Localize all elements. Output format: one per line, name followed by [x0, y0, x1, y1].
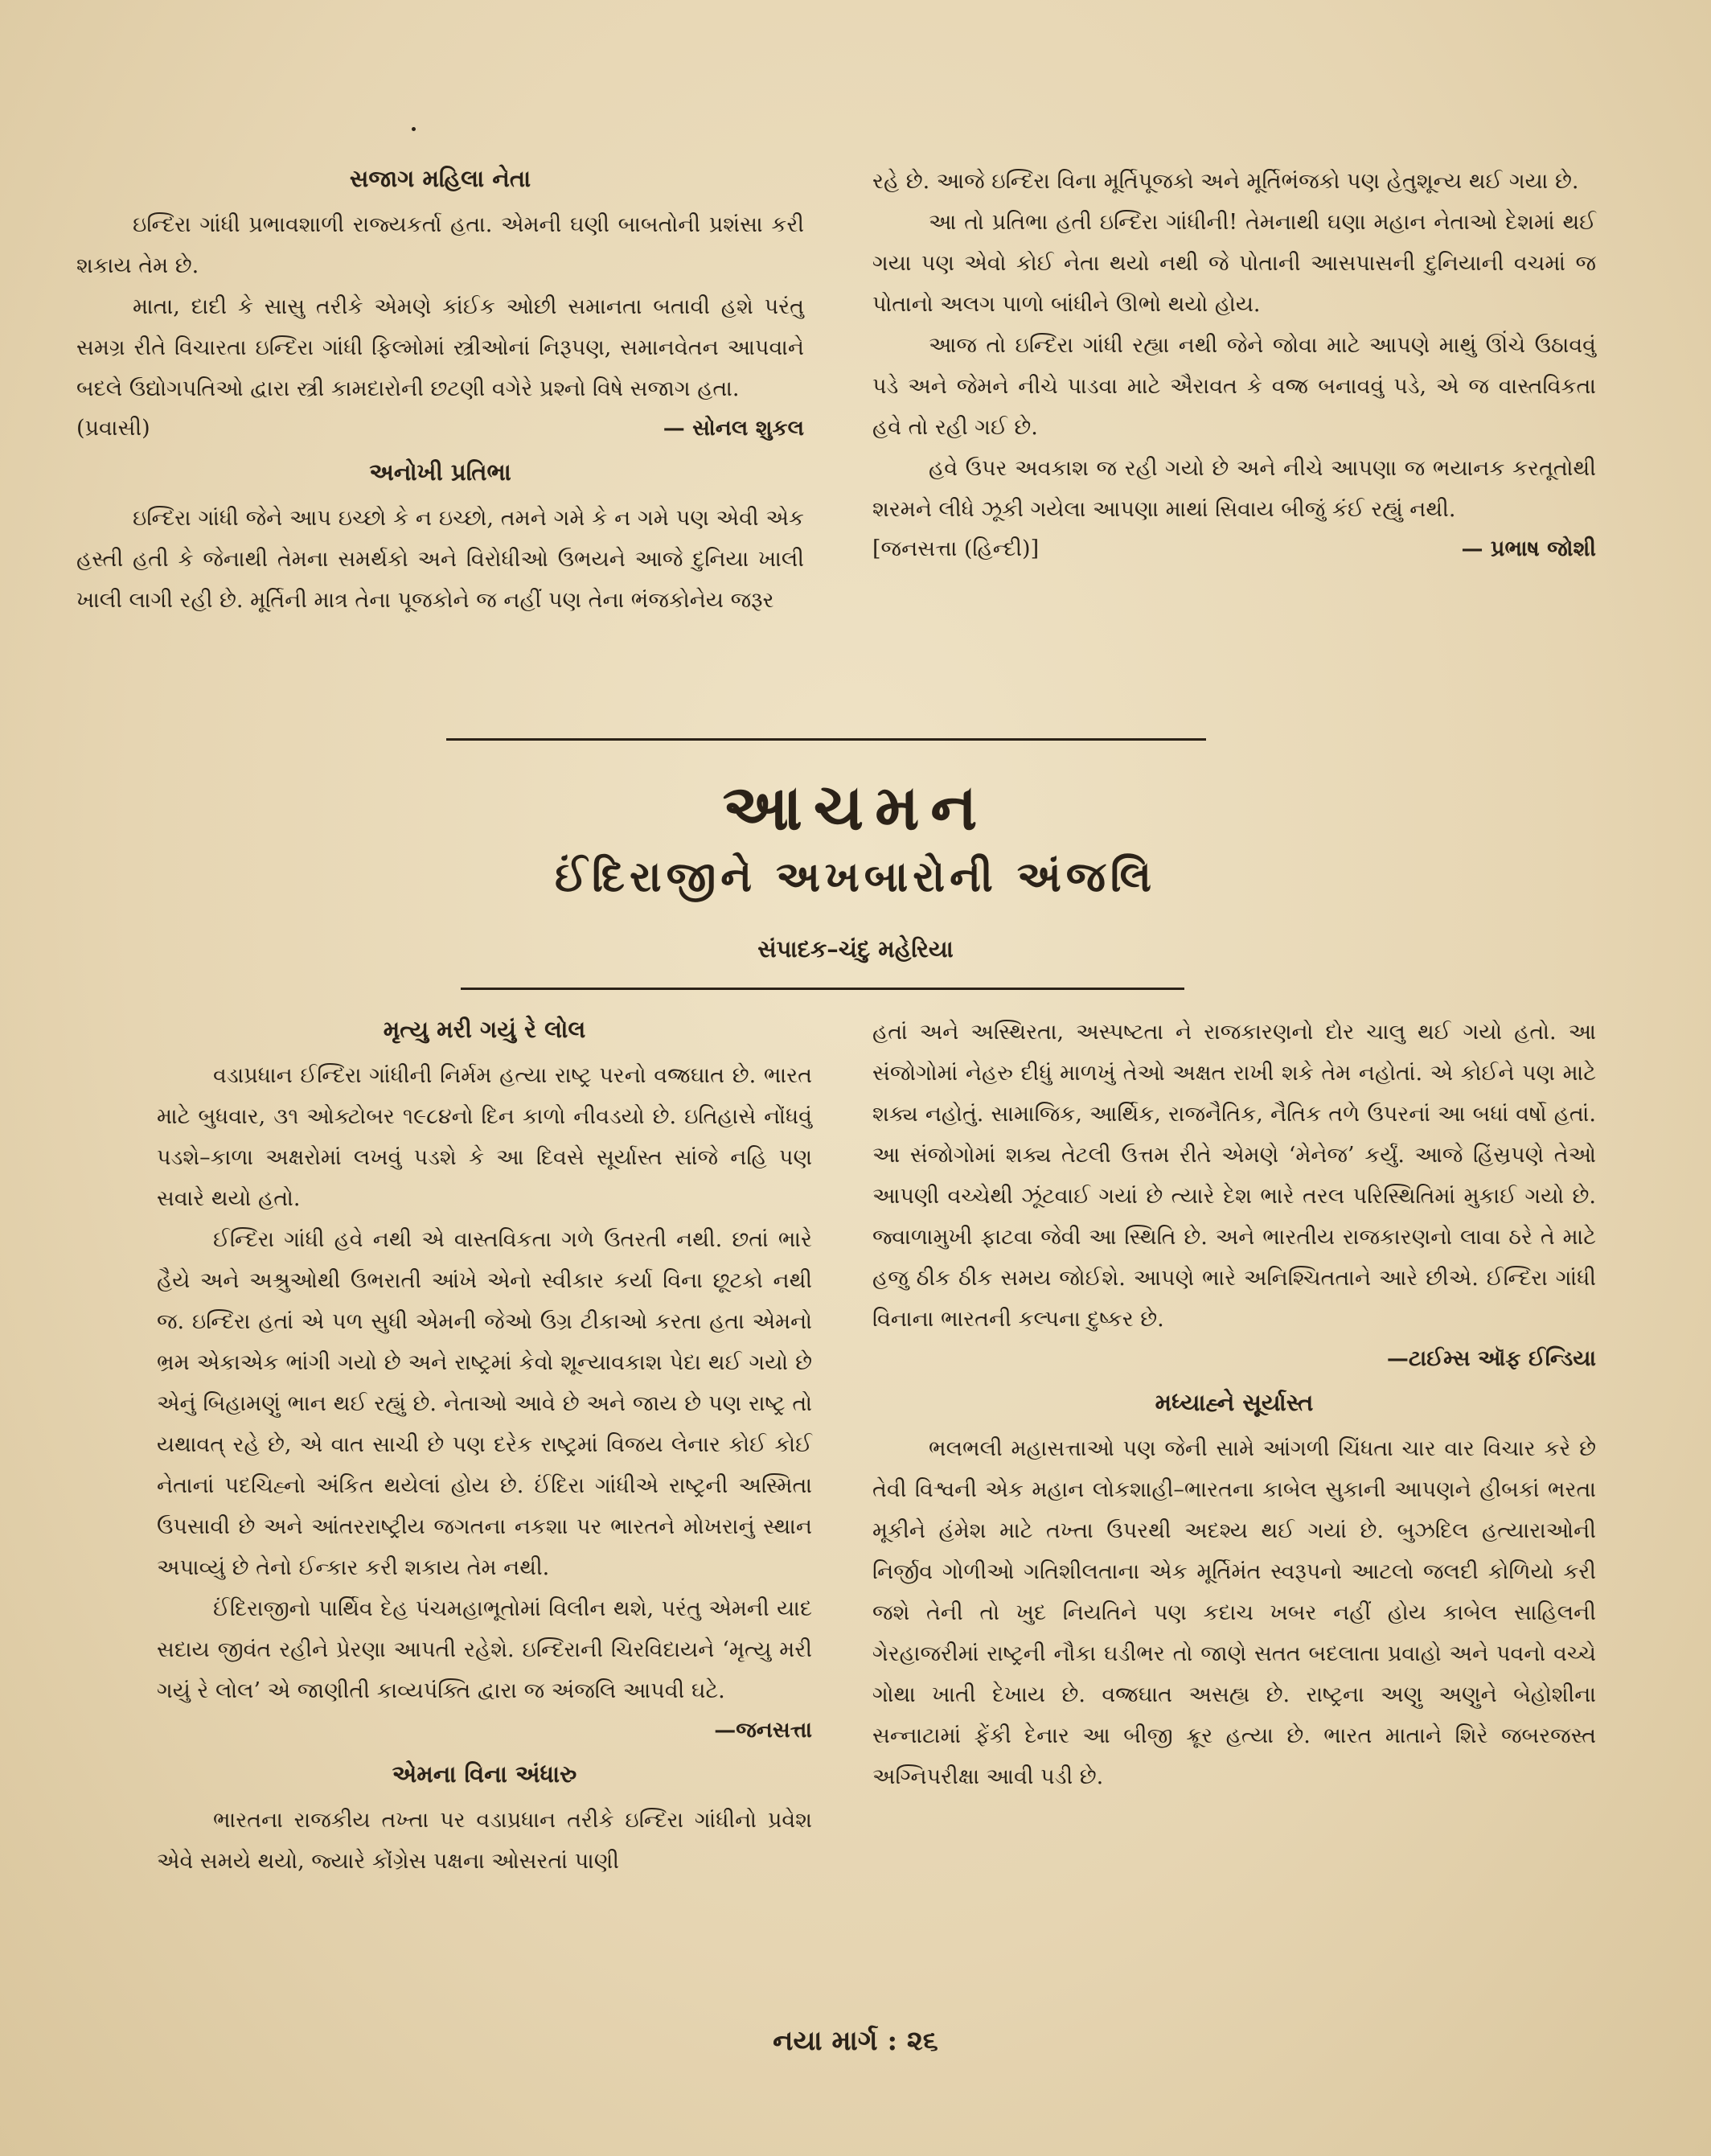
ink-dot — [412, 127, 416, 131]
top-left-column — [76, 161, 804, 621]
article-title-sajag: સજાગ મહિલા નેતા — [349, 165, 531, 192]
paragraph: ઇન્દિરા ગાંધી જેને આપ ઇચ્છો કે ન ઇચ્છો, તમને ગમે કે ન ગમે પણ એવી એક હસ્તી હતી કે જેનાથી તેમના સમર્થકો અને વિરોધીઓ ઉભયને આજે દુનિયા ખાલી ખાલી લાગી રહી છે. મૂર્તિની માત્ર તેના પૂજકોને જ નહીં પણ તેના ભંજકોનેય જરૂર — [76, 506, 804, 613]
source-label: [જનસત્તા (હિન્દી)] — [872, 536, 1040, 561]
byline — [872, 530, 1596, 569]
bottom-left-column — [157, 1012, 812, 1882]
section-heading: આચમન — [722, 771, 989, 844]
article-title-madhyahne: મધ્યાહ્ને સૂર્યાસ્ત — [1155, 1389, 1314, 1416]
divider-rule — [446, 738, 1206, 741]
top-right-column — [872, 161, 1596, 575]
paragraph: ઈંદિરાજીનો પાર્થિવ દેહ પંચમહાભૂતોમાં વિલીન થશે, પરંતુ એમની યાદ સદાય જીવંત રહીને પ્રેરણા આપતી રહેશે. ઇન્દિરાની ચિરવિદાયને ‘મૃત્યુ મરી ગયું રે લોલ’ એ જાણીતી કાવ્યપંક્તિ દ્વારા જ અંજલિ આપવી ઘટે. — [157, 1596, 812, 1703]
paragraph: ભલભલી મહાસત્તાઓ પણ જેની સામે આંગળી ચિંધતા ચાર વાર વિચાર કરે છે તેવી વિશ્વની એક મહાન લોકશાહી–ભારતના કાબેલ સુકાની આપણને હીબકાં ભરતા મૂકીને હંમેશ માટે તખ્તા ઉપરથી અદશ્ય થઈ ગયાં છે. બુઝદિલ હત્યારાઓની નિર્જીવ ગોળીઓ ગતિશીલતાના એક મૂર્તિમંત સ્વરૂપનો આટલો જલદી કોળિયો કરી જશે તેની તો ખુદ નિયતિને પણ કદાચ ખબર નહીં હોય કાબેલ સાહિલની ગેરહાજરીમાં રાષ્ટ્રની નૌકા ઘડીભર તો જાણે સતત બદલાતા પ્રવાહો અને પવનો વચ્ચે ગોથા ખાતી દેખાય છે. વજ્રઘાત અસહ્ય છે. રાષ્ટ્રના અણુ અણુને બેહોશીના સન્નાટામાં ફેંકી દેનાર આ બીજી ક્રૂર હત્યા છે. ભારત માતાને શિરે જબરજસ્ત અગ્નિપરીક્ષા આવી પડી છે. — [872, 1436, 1596, 1789]
paragraph: આજ તો ઇન્દિરા ગાંધી રહ્યા નથી જેને જોવા માટે આપણે માથું ઊંચે ઉઠાવવું પડે અને જેમને નીચે પાડવા માટે ઐરાવત કે વજ્ર બનાવવું પડે, એ જ વાસ્તવિકતા હવે તો રહી ગઈ છે. — [872, 333, 1596, 440]
author-name: —જનસત્તા — [714, 1718, 812, 1743]
paragraph: ભારતના રાજકીય તખ્તા પર વડાપ્રધાન તરીકે ઇન્દિરા ગાંધીનો પ્રવેશ એવે સમયે થયો, જ્યારે કોંગ્રેસ પક્ષના ઓસરતાં પાણી — [157, 1808, 812, 1874]
paragraph: આ તો પ્રતિભા હતી ઇન્દિરા ગાંધીની! તેમનાથી ઘણા મહાન નેતાઓ દેશમાં થઈ ગયા પણ એવો કોઈ નેતા થયો નથી જે પોતાની આસપાસની દુનિયાની વચમાં જ પોતાનો અલગ પાળો બાંધીને ઊભો થયો હોય. — [872, 210, 1596, 317]
paragraph: હવે ઉપર અવકાશ જ રહી ગયો છે અને નીચે આપણા જ ભયાનક કરતૂતોથી શરમને લીધે ઝૂકી ગયેલા આપણા માથાં સિવાય બીજું કંઈ રહ્યું નથી. — [872, 456, 1596, 522]
author-name: — સોનલ શુકલ — [663, 416, 804, 441]
paragraph: ઈન્દિરા ગાંધી હવે નથી એ વાસ્તવિકતા ગળે ઉતરતી નથી. છતાં ભારે હૈયે અને અશ્રુઓથી ઉભરાતી આંખે એનો સ્વીકાર કર્યા વિના છૂટકો નથી જ. ઇન્દિરા હતાં એ પળ સુધી એમની જેઓ ઉગ્ર ટીકાઓ કરતા હતા એમનો ભ્રમ એકાએક ભાંગી ગયો છે અને રાષ્ટ્રમાં કેવો શૂન્યાવકાશ પેદા થઈ ગયો છે એનું બિહામણું ભાન થઈ રહ્યું છે. નેતાઓ આવે છે અને જાય છે પણ રાષ્ટ્ર તો યથાવત્ રહે છે, એ વાત સાચી છે પણ દરેક રાષ્ટ્રમાં વિજય લેનાર કોઈ કોઈ નેતાનાં પદચિહ્નો અંકિત થયેલાં હોય છે. ઈંદિરા ગાંધીએ રાષ્ટ્રની અસ્મિતા ઉપસાવી છે અને આંતરરાષ્ટ્રીય જગતના નકશા પર ભારતને મોખરાનું સ્થાન અપાવ્યું છે તેનો ઈન્કાર કરી શકાય તેમ નથી. — [157, 1227, 812, 1580]
article-title-anokhi: અનોખી પ્રતિભા — [369, 458, 511, 486]
paragraph: હતાં અને અસ્થિરતા, અસ્પષ્ટતા ને રાજકારણનો દોર ચાલુ થઈ ગયો હતો. આ સંજોગોમાં નેહરુ દીધું માળખું તેઓ અક્ષત રાખી શકે તેમ નહોતાં. એ કોઈને પણ માટે શક્ય નહોતું. સામાજિક, આર્થિક, રાજનૈતિક, નૈતિક તળે ઉપરનાં આ બધાં વર્ષો હતાં. આ સંજોગોમાં શક્ય તેટલી ઉત્તમ રીતે એમણે ‘મેનેજ’ કર્યું. આજે હિંસ્રપણે તેઓ આપણી વચ્ચેથી ઝૂંટવાઈ ગયાં છે ત્યારે દેશ ભારે તરલ પરિસ્થિતિમાં મુકાઈ ગયો છે. જ્વાળામુખી ફાટવા જેવી આ સ્થિતિ છે. અને ભારતીય રાજકારણનો લાવા ઠરે તે માટે હજુ ઠીક ઠીક સમય જોઈશે. આપણે ભારે અનિશ્ચિતતાને આરે છીએ. ઈન્દિરા ગાંધી વિનાના ભારતની કલ્પના દુષ્કર છે. — [872, 1020, 1596, 1332]
article-title-andharu: એમના વિના અંધારુ — [392, 1760, 577, 1788]
author-name: —ટાઈમ્સ ઑફ ઈન્ડિયા — [1386, 1346, 1596, 1371]
divider-rule — [461, 988, 1184, 990]
page-number-footer: નયા માર્ગ : ૨૬ — [773, 2025, 938, 2057]
source-label: (પ્રવાસી) — [76, 416, 150, 441]
paragraph: ઇન્દિરા ગાંધી પ્રભાવશાળી રાજ્યકર્તા હતા. એમની ઘણી બાબતોની પ્રશંસા કરી શકાય તેમ છે. — [76, 212, 804, 278]
section-subheading: ઈંદિરાજીને અખબારોની અંજલિ — [555, 852, 1156, 901]
paragraph: માતા, દાદી કે સાસુ તરીકે એમણે કાંઈક ઓછી સમાનતા બતાવી હશે પરંતુ સમગ્ર રીતે વિચારતા ઇન્દિરા ગાંધી ફિલ્મોમાં સ્ત્રીઓનાં નિરૂપણ, સમાનવેતન આપવાને બદલે ઉદ્યોગપતિઓ દ્વારા સ્ત્રી કામદારોની છટણી વગેરે પ્રશ્નો વિષે સજાગ હતા. — [76, 294, 804, 401]
article-title-mrutyu: મૃત્યુ મરી ગયું રે લોલ — [383, 1016, 586, 1043]
bottom-right-column — [872, 1012, 1596, 1797]
paragraph: રહે છે. આજે ઇન્દિરા વિના મૂર્તિપૂજકો અને મૂર્તિભંજકો પણ હેતુશૂન્ય થઈ ગયા છે. — [872, 169, 1579, 194]
paragraph: વડાપ્રધાન ઈન્દિરા ગાંધીની નિર્મમ હત્યા રાષ્ટ્ર પરનો વજ્રઘાત છે. ભારત માટે બુધવાર, ૩૧ ઓક્ટોબર ૧૯૮૪નો દિન કાળો નીવડયો છે. ઇતિહાસે નોંધવું પડશે–કાળા અક્ષરોમાં લખવું પડશે કે આ દિવસે સૂર્યાસ્ત સાંજે નહિ પણ સવારે થયો હતો. — [157, 1063, 812, 1211]
editor-credit: સંપાદક–ચંદુ મહેરિયા — [757, 935, 954, 963]
byline — [76, 409, 804, 448]
author-name: — પ્રભાષ જોશી — [1461, 536, 1596, 561]
